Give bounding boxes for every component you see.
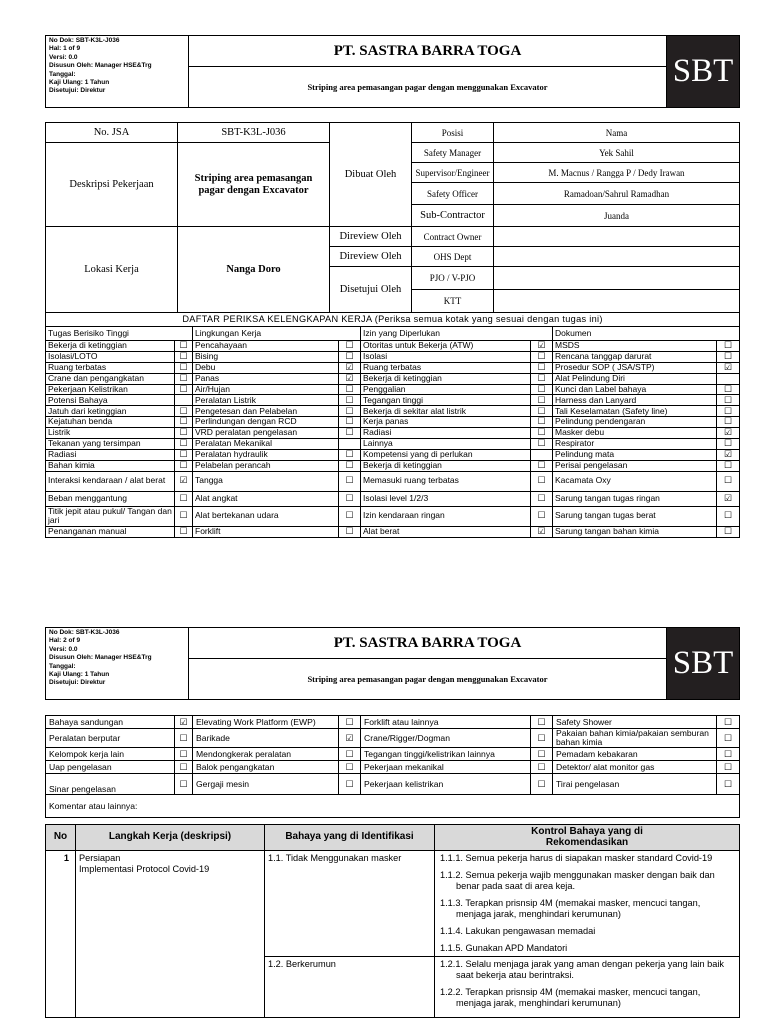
checklist-item-label: Peralatan berputar <box>46 729 175 748</box>
checklist-item-label: Sarung tangan bahan kimia <box>553 526 717 537</box>
checklist-item-label: Otoritas untuk Bekerja (ATW) <box>361 341 531 352</box>
checkbox[interactable]: ☐ <box>717 748 740 761</box>
checkbox[interactable]: ☐ <box>717 471 740 491</box>
comment-row <box>46 795 740 818</box>
checkbox[interactable]: ☐ <box>339 761 361 774</box>
company-logo: SBT <box>667 628 740 700</box>
checklist-item-label: Debu <box>193 362 339 373</box>
checklist-row <box>46 471 740 491</box>
checkbox[interactable]: ☑ <box>175 716 193 729</box>
meta-line: Disetujui: Direktur <box>49 87 106 95</box>
checkbox[interactable]: ☐ <box>339 428 361 439</box>
checkbox[interactable]: ☑ <box>717 491 740 506</box>
direview-oleh-label: Direview Oleh <box>330 227 412 247</box>
meta-line: Disusun Oleh: Manager HSE&Trg <box>49 62 152 70</box>
checklist-row <box>46 417 740 428</box>
checklist-item-label: Perisai pengelasan <box>553 460 717 471</box>
checklist-item-label: Balok pengangkatan <box>193 761 339 774</box>
checklist-item-label: Lainnya <box>361 439 531 450</box>
checkbox[interactable]: ☐ <box>175 439 193 450</box>
lokasi-value: Nanga Doro <box>178 227 330 313</box>
control-item: 1.1.1. Semua pekerja harus di siapakan masker standard Covid-19 <box>440 853 713 863</box>
checkbox[interactable]: ☐ <box>175 748 193 761</box>
checkbox[interactable]: ☐ <box>531 384 553 395</box>
nama-cell <box>494 227 740 247</box>
checkbox[interactable] <box>175 395 193 406</box>
nama-cell: Yek Sahil <box>494 143 740 163</box>
document-meta <box>46 36 189 108</box>
checkbox[interactable]: ☐ <box>175 449 193 460</box>
job-steps-table <box>45 824 740 1018</box>
meta-line: Tanggal: <box>49 70 76 78</box>
jsa-no-label: No. JSA <box>46 123 178 143</box>
checklist-item-label: Alat bertekanan udara <box>193 506 339 526</box>
checklist-item-label: Titik jepit atau pukul/ Tangan dan jari <box>46 506 175 526</box>
control-cell <box>435 957 740 1018</box>
checkbox[interactable]: ☐ <box>175 341 193 352</box>
checklist-item-label: Listrik <box>46 428 175 439</box>
meta-line: Hal: 2 of 9 <box>49 637 81 645</box>
checkbox[interactable]: ☐ <box>531 729 553 748</box>
checklist-row <box>46 748 740 761</box>
checklist-item-label: Tali Keselamatan (Safety line) <box>553 406 717 417</box>
nama-cell: Juanda <box>494 205 740 227</box>
checkbox[interactable]: ☐ <box>531 395 553 406</box>
checklist-table <box>45 312 740 538</box>
comment-field[interactable]: Komentar atau lainnya: <box>46 795 740 818</box>
checklist-row <box>46 341 740 352</box>
checkbox[interactable]: ☐ <box>339 491 361 506</box>
checkbox[interactable]: ☐ <box>175 526 193 537</box>
checklist-continued-section <box>45 715 739 818</box>
checkbox[interactable]: ☑ <box>717 428 740 439</box>
document-title: Striping area pemasangan pagar dengan menggunakan Excavator <box>189 659 667 700</box>
checkbox[interactable]: ☐ <box>175 460 193 471</box>
checkbox[interactable]: ☐ <box>175 506 193 526</box>
checklist-item-label: Air/Hujan <box>193 384 339 395</box>
checklist-item-label: Kompetensi yang di perlukan <box>361 449 531 460</box>
checkbox[interactable]: ☐ <box>175 362 193 373</box>
checklist-item-label: Penggalian <box>361 384 531 395</box>
checklist-item-label: Crane dan pengangkatan <box>46 373 175 384</box>
checklist-item-label: Bising <box>193 351 339 362</box>
checklist-item-label: Peralatan Mekanikal <box>193 439 339 450</box>
checkbox[interactable]: ☐ <box>717 460 740 471</box>
company-name: PT. SASTRA BARRA TOGA <box>189 628 667 659</box>
checkbox[interactable]: ☑ <box>717 362 740 373</box>
checkbox[interactable]: ☐ <box>531 373 553 384</box>
checklist-item-label: Bekerja di sekitar alat listrik <box>361 406 531 417</box>
step-desc-line: Persiapan <box>79 853 121 863</box>
posisi-header: Posisi <box>412 123 494 143</box>
checkbox[interactable]: ☐ <box>339 406 361 417</box>
checklist-item-label: Beban menggantung <box>46 491 175 506</box>
posisi-cell: Sub-Contractor <box>412 205 494 227</box>
control-item: 1.1.4. Lakukan pengawasan memadai <box>440 926 596 936</box>
checklist-item-label: Ruang terbatas <box>361 362 531 373</box>
direview-oleh-label: Direview Oleh <box>330 247 412 267</box>
checkbox[interactable] <box>339 439 361 450</box>
checkbox[interactable]: ☐ <box>339 471 361 491</box>
checkbox[interactable]: ☑ <box>339 729 361 748</box>
checkbox[interactable]: ☐ <box>339 341 361 352</box>
checkbox[interactable]: ☐ <box>531 428 553 439</box>
meta-line: Versi: 0.0 <box>49 53 78 61</box>
checklist-item-label: Tekanan yang tersimpan <box>46 439 175 450</box>
checklist-item-label: Kejatuhan benda <box>46 417 175 428</box>
checkbox[interactable]: ☑ <box>717 449 740 460</box>
checkbox[interactable]: ☐ <box>339 384 361 395</box>
checkbox[interactable]: ☐ <box>339 526 361 537</box>
checkbox[interactable]: ☐ <box>717 526 740 537</box>
checkbox[interactable]: ☐ <box>339 351 361 362</box>
hazard-cell: 1.1. Tidak Menggunakan masker <box>265 851 435 957</box>
document-header <box>45 35 740 108</box>
checkbox[interactable]: ☐ <box>531 471 553 491</box>
checkbox[interactable]: ☐ <box>339 774 361 795</box>
checkbox[interactable]: ☑ <box>531 526 553 537</box>
company-logo: SBT <box>667 36 740 108</box>
checkbox[interactable]: ☐ <box>339 395 361 406</box>
checklist-item-label: Bekerja di ketinggian <box>361 373 531 384</box>
checkbox[interactable]: ☐ <box>717 729 740 748</box>
checklist-row <box>46 729 740 748</box>
checkbox[interactable]: ☐ <box>531 716 553 729</box>
checklist-item-label: Forklift atau lainnya <box>361 716 531 729</box>
checkbox[interactable]: ☐ <box>531 761 553 774</box>
checklist-item-label: Pelindung pendengaran <box>553 417 717 428</box>
step-description <box>76 851 265 1018</box>
kontrol-header-text: Kontrol Bahaya yang di Rekomendasikan <box>531 826 643 848</box>
checkbox[interactable]: ☐ <box>339 506 361 526</box>
checkbox[interactable]: ☐ <box>175 761 193 774</box>
checklist-item-label: Pakaian bahan kimia/pakaian semburan bahan kimia <box>553 729 717 748</box>
checkbox[interactable]: ☐ <box>717 395 740 406</box>
control-item: 1.1.5. Gunakan APD Mandatori <box>440 943 568 953</box>
nama-cell <box>494 267 740 290</box>
company-name: PT. SASTRA BARRA TOGA <box>189 36 667 67</box>
checkbox[interactable]: ☐ <box>717 439 740 450</box>
checkbox[interactable]: ☐ <box>717 417 740 428</box>
checklist-row <box>46 406 740 417</box>
checklist-section <box>45 312 739 538</box>
checkbox[interactable]: ☐ <box>175 406 193 417</box>
checklist-row <box>46 373 740 384</box>
checkbox[interactable]: ☐ <box>531 748 553 761</box>
checklist-row <box>46 449 740 460</box>
checklist-item-label: Izin kendaraan ringan <box>361 506 531 526</box>
meta-line: Tanggal: <box>49 662 76 670</box>
checkbox[interactable]: ☐ <box>531 491 553 506</box>
checklist-item-label: Isolasi <box>361 351 531 362</box>
checklist-item-label: Pekerjaan Kelistrikan <box>46 384 175 395</box>
checklist-item-label: Pekerjaan mekanikal <box>361 761 531 774</box>
column-header: Dokumen <box>553 327 740 341</box>
checkbox[interactable]: ☐ <box>339 417 361 428</box>
checklist-item-label: Perlindungan dengan RCD <box>193 417 339 428</box>
column-header: Izin yang Diperlukan <box>361 327 553 341</box>
checklist-item-label: Bahan kimia <box>46 460 175 471</box>
checklist-item-label: Bahaya sandungan <box>46 716 175 729</box>
control-item: 1.2.1. Selalu menjaga jarak yang aman dengan pekerja yang lain baik saat bekerja atau berintraksi. <box>440 959 724 980</box>
checklist-item-label: Panas <box>193 373 339 384</box>
checkbox[interactable]: ☐ <box>717 384 740 395</box>
checkbox[interactable]: ☐ <box>175 417 193 428</box>
checklist-item-label: Kunci dan Label bahaya <box>553 384 717 395</box>
step-desc-line: Implementasi Protocol Covid-19 <box>79 864 210 874</box>
checklist-item-label: Tirai pengelasan <box>553 774 717 795</box>
checklist-row <box>46 506 740 526</box>
checklist-item-label: Isolasi level 1/2/3 <box>361 491 531 506</box>
document-header <box>45 627 740 700</box>
steps-section <box>45 824 739 1018</box>
checkbox[interactable]: ☐ <box>339 716 361 729</box>
page-1-header <box>45 35 739 108</box>
disetujui-oleh-label: Disetujui Oleh <box>330 267 412 313</box>
checkbox[interactable]: ☐ <box>175 491 193 506</box>
checkbox[interactable]: ☐ <box>717 506 740 526</box>
checklist-item-label: Kerja panas <box>361 417 531 428</box>
checklist-item-label: Radiasi <box>46 449 175 460</box>
control-item: 1.2.2. Terapkan prisnsip 4M (memakai masker, mencuci tangan, menjaga jarak, menghindari kerumunan) <box>440 987 701 1008</box>
step-number: 1 <box>46 851 76 1018</box>
checklist-item-label: Tegangan tinggi/kelistrikan lainnya <box>361 748 531 761</box>
checklist-item-label: Peralatan hydraulik <box>193 449 339 460</box>
posisi-cell: Supervisor/Engineer <box>412 163 494 183</box>
checklist-item-label: Ruang terbatas <box>46 362 175 373</box>
checklist-item-label: Gergaji mesin <box>193 774 339 795</box>
checklist-item-label: Harness dan Lanyard <box>553 395 717 406</box>
checklist-item-label: Alat angkat <box>193 491 339 506</box>
meta-line: Disetujui: Direktur <box>49 679 106 687</box>
checklist-row <box>46 774 740 795</box>
checklist-item-label: Penanganan manual <box>46 526 175 537</box>
checkbox[interactable]: ☐ <box>339 748 361 761</box>
checkbox[interactable]: ☐ <box>717 351 740 362</box>
posisi-cell: OHS Dept <box>412 247 494 267</box>
nama-header: Nama <box>494 123 740 143</box>
checklist-row <box>46 395 740 406</box>
checklist-item-label: Potensi Bahaya <box>46 395 175 406</box>
checkbox[interactable]: ☐ <box>717 716 740 729</box>
steps-header-langkah: Langkah Kerja (deskripsi) <box>76 825 265 851</box>
steps-header-no: No <box>46 825 76 851</box>
checkbox[interactable]: ☐ <box>339 449 361 460</box>
checklist-item-label: Sarung tangan tugas berat <box>553 506 717 526</box>
control-item: 1.1.2. Semua pekerja wajib menggunakan masker dengan baik dan benar pada saat di area keja. <box>440 870 715 891</box>
checkbox[interactable]: ☐ <box>531 506 553 526</box>
checkbox[interactable]: ☐ <box>717 341 740 352</box>
checkbox[interactable]: ☐ <box>175 373 193 384</box>
checklist-item-label: Safety Shower <box>553 716 717 729</box>
meta-line: No Dok: SBT-K3L-J036 <box>49 629 120 636</box>
checklist-item-label: Kacamata Oxy <box>553 471 717 491</box>
meta-line: No Dok: SBT-K3L-J036 <box>49 37 120 44</box>
nama-cell <box>494 247 740 267</box>
checkbox[interactable]: ☐ <box>717 406 740 417</box>
checkbox[interactable]: ☐ <box>339 460 361 471</box>
checklist-item-label: Peralatan Listrik <box>193 395 339 406</box>
meta-line: Kaji Ulang: 1 Tahun <box>49 79 110 87</box>
checklist-item-label: Pelabelan perancah <box>193 460 339 471</box>
checkbox[interactable]: ☐ <box>175 428 193 439</box>
page-2-header <box>45 627 739 700</box>
checklist-item-label: Alat Pelindung Diri <box>553 373 717 384</box>
checkbox[interactable]: ☐ <box>531 439 553 450</box>
dibuat-oleh-label: Dibuat Oleh <box>330 123 412 227</box>
checklist-item-label: Pelindung mata <box>553 449 717 460</box>
checklist-item-label: Forklift <box>193 526 339 537</box>
checkbox[interactable]: ☑ <box>175 471 193 491</box>
column-header: Lingkungan Kerja <box>193 327 361 341</box>
jsa-no-value: SBT-K3L-J036 <box>178 123 330 143</box>
checklist-row <box>46 428 740 439</box>
checklist-row <box>46 439 740 450</box>
checklist-title: DAFTAR PERIKSA KELENGKAPAN KERJA (Periksa semua kotak yang sesuai dengan tugas ini) <box>46 313 740 327</box>
checklist-row <box>46 351 740 362</box>
checklist-item-label: Prosedur SOP ( JSA/STP) <box>553 362 717 373</box>
checklist-item-label: VRD peralatan pengelasan <box>193 428 339 439</box>
checklist-item-label: Sinar pengelasan <box>46 774 175 795</box>
checkbox[interactable]: ☑ <box>339 362 361 373</box>
nama-cell <box>494 290 740 313</box>
steps-header-kontrol <box>435 825 740 851</box>
posisi-cell: KTT <box>412 290 494 313</box>
document-meta <box>46 628 189 700</box>
lokasi-label: Lokasi Kerja <box>46 227 178 313</box>
document-title: Striping area pemasangan pagar dengan menggunakan Excavator <box>189 67 667 108</box>
checkbox[interactable] <box>531 449 553 460</box>
control-cell <box>435 851 740 957</box>
checklist-item-label: Isolasi/LOTO <box>46 351 175 362</box>
checkbox[interactable]: ☐ <box>531 417 553 428</box>
checklist-item-label: Tangga <box>193 471 339 491</box>
checkbox[interactable]: ☑ <box>531 341 553 352</box>
checklist-row <box>46 384 740 395</box>
checkbox[interactable]: ☐ <box>531 362 553 373</box>
checklist-row <box>46 526 740 537</box>
checkbox[interactable]: ☐ <box>717 761 740 774</box>
checklist-item-label: MSDS <box>553 341 717 352</box>
checklist-item-label: Respirator <box>553 439 717 450</box>
checklist-item-label: Uap pengelasan <box>46 761 175 774</box>
checklist-item-label: Pengetesan dan Pelabelan <box>193 406 339 417</box>
checklist-item-label: Memasuki ruang terbatas <box>361 471 531 491</box>
deskripsi-value: Striping area pemasangan pagar dengan Excavator <box>178 143 330 227</box>
checklist-item-label: Masker debu <box>553 428 717 439</box>
checkbox[interactable]: ☐ <box>531 351 553 362</box>
checklist-continued-table <box>45 715 740 818</box>
checklist-item-label: Crane/Rigger/Dogman <box>361 729 531 748</box>
checklist-item-label: Pencahayaan <box>193 341 339 352</box>
checklist-row <box>46 491 740 506</box>
nama-cell: Ramadoan/Sahrul Ramadhan <box>494 183 740 205</box>
checkbox[interactable]: ☐ <box>531 406 553 417</box>
meta-line: Kaji Ulang: 1 Tahun <box>49 671 110 679</box>
checklist-item-label: Jatuh dari ketinggian <box>46 406 175 417</box>
checkbox[interactable] <box>717 373 740 384</box>
steps-header-bahaya: Bahaya yang di Identifikasi <box>265 825 435 851</box>
checkbox[interactable]: ☐ <box>175 729 193 748</box>
checklist-item-label: Bekerja di ketinggian <box>361 460 531 471</box>
checklist-item-label: Alat berat <box>361 526 531 537</box>
checkbox[interactable]: ☐ <box>531 460 553 471</box>
checkbox[interactable]: ☐ <box>175 384 193 395</box>
checklist-item-label: Detektor/ alat monitor gas <box>553 761 717 774</box>
checkbox[interactable]: ☐ <box>531 774 553 795</box>
checklist-item-label: Tegangan tinggi <box>361 395 531 406</box>
checkbox[interactable]: ☐ <box>175 351 193 362</box>
control-item: 1.1.3. Terapkan prisnsip 4M (memakai masker, mencuci tangan, menjaga jarak, menghindari kerumunan) <box>440 898 701 919</box>
checklist-item-label: Mendongkerak peralatan <box>193 748 339 761</box>
checklist-row <box>46 460 740 471</box>
posisi-cell: PJO / V-PJO <box>412 267 494 290</box>
hazard-cell: 1.2. Berkerumun <box>265 957 435 1018</box>
checklist-item-label: Rencana tanggap darurat <box>553 351 717 362</box>
checklist-item-label: Pemadam kebakaran <box>553 748 717 761</box>
checklist-row <box>46 761 740 774</box>
nama-cell: M. Macnus / Rangga P / Dedy Irawan <box>494 163 740 183</box>
checklist-item-label: Radiasi <box>361 428 531 439</box>
checklist-row <box>46 362 740 373</box>
meta-line: Disusun Oleh: Manager HSE&Trg <box>49 654 152 662</box>
posisi-cell: Contract Owner <box>412 227 494 247</box>
deskripsi-label: Deskripsi Pekerjaan <box>46 143 178 227</box>
checklist-item-label: Bekerja di ketinggian <box>46 341 175 352</box>
checklist-item-label: Barikade <box>193 729 339 748</box>
checkbox[interactable]: ☐ <box>717 774 740 795</box>
jsa-info-table <box>45 122 740 313</box>
checklist-item-label: Interaksi kendaraan / alat berat <box>46 471 175 491</box>
checklist-item-label: Elevating Work Platform (EWP) <box>193 716 339 729</box>
meta-line: Versi: 0.0 <box>49 645 78 653</box>
jsa-info-section <box>45 122 739 313</box>
checklist-item-label: Pekerjaan kelistrikan <box>361 774 531 795</box>
checklist-item-label: Kelompok kerja lain <box>46 748 175 761</box>
checkbox[interactable]: ☑ <box>339 373 361 384</box>
posisi-cell: Safety Manager <box>412 143 494 163</box>
checklist-item-label: Sarung tangan tugas ringan <box>553 491 717 506</box>
column-header: Tugas Berisiko Tinggi <box>46 327 193 341</box>
meta-line: Hal: 1 of 9 <box>49 45 81 53</box>
posisi-cell: Safety Officer <box>412 183 494 205</box>
checklist-row <box>46 716 740 729</box>
checkbox[interactable]: ☐ <box>175 774 193 795</box>
